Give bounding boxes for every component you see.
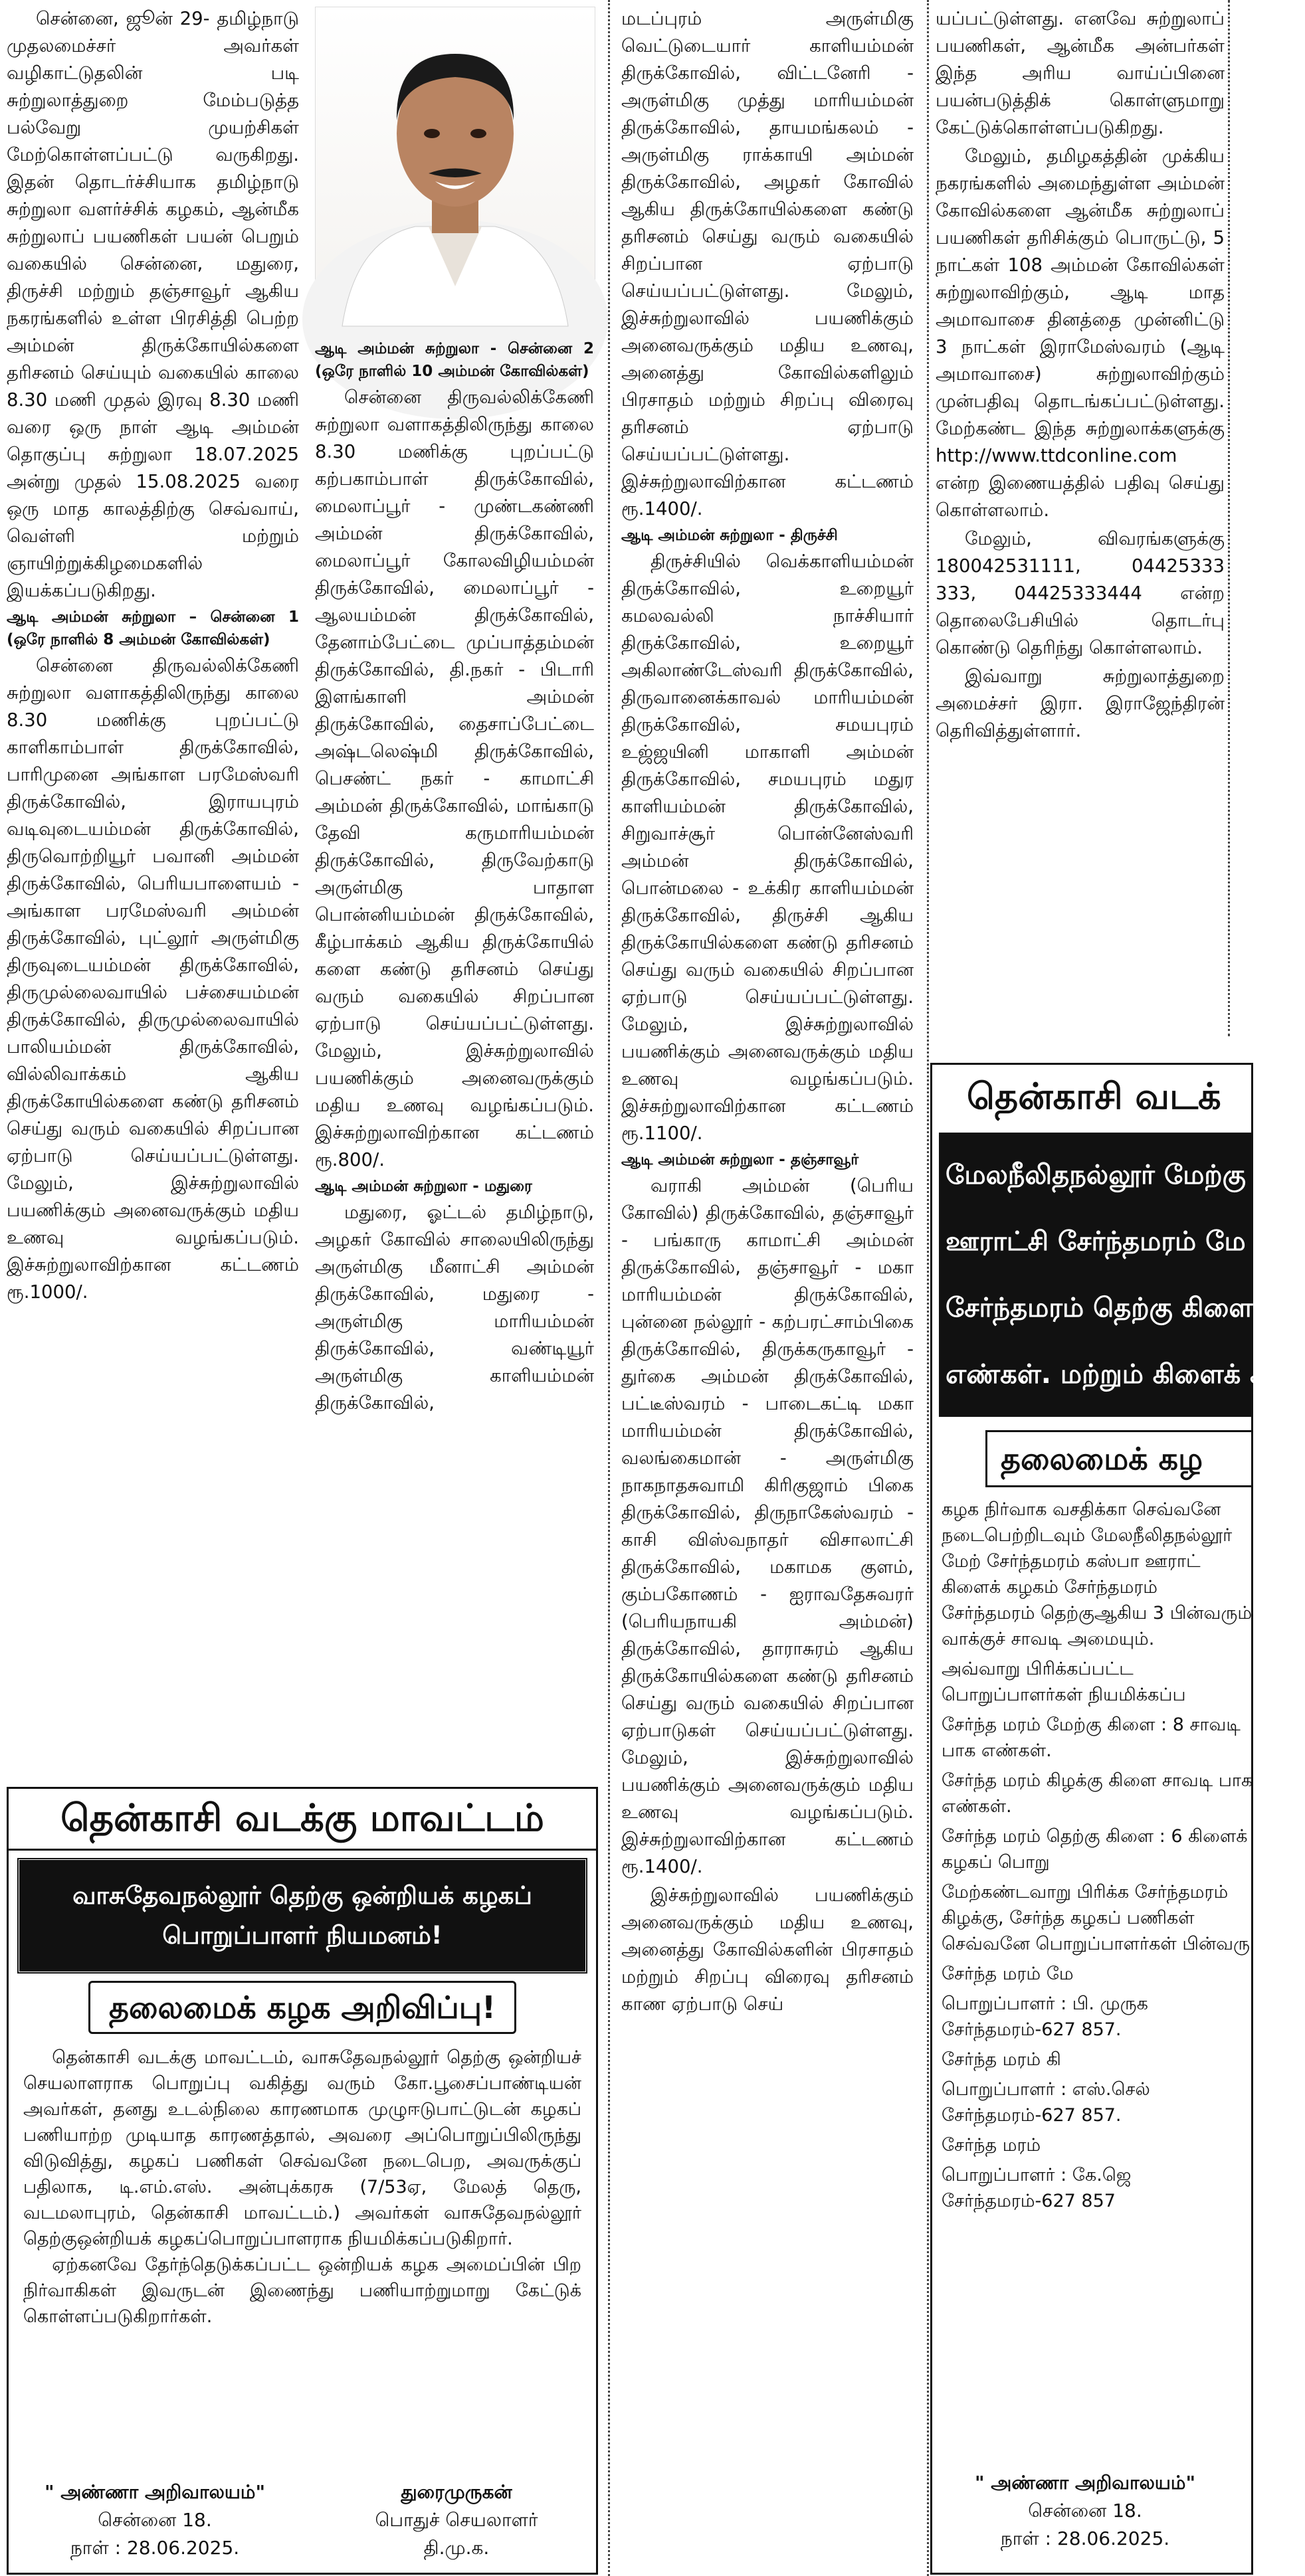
notice-district: தென்காசி வடக்கு மாவட்டம் (9, 1789, 596, 1851)
section-heading: ஆடி அம்மன் சுற்றுலா - சென்னை 2 (ஒரே நாளில் 10 அம்மன் கோவில்கள்) (315, 340, 594, 380)
notice-banner: வாசுதேவநல்லூர் தெற்கு ஒன்றியக் கழகப் பொறுப்பாளர் நியமனம்! (17, 1857, 588, 1974)
notice-line: சேர்ந்த மரம் கிழக்கு கிளை சாவடி பாக எண்கள். (942, 1770, 1253, 1817)
article-column-2 (315, 337, 594, 1418)
notice-line: பொறுப்பாளர் : எஸ்.செல் சேர்ந்தமரம்-627 857. (942, 2079, 1150, 2126)
notice-paragraph: தென்காசி வடக்கு மாவட்டம், வாசுதேவநல்லூர் தெற்கு ஒன்றியச் செயலாளராக பொறுப்பு வகித்து வரும் கோ.பூசைப்பாண்டியன் அவர்கள், தனது உடல்நிலை காரணமாக முழுஈடுபாட்டுடன் கழகப் பணியாற்ற முடியாத காரணத்தால், அவரை அப்பொறுப்பிலிருந்து விடுவித்து, கழகப் பணிகள் செவ்வனே நடைபெற, அவருக்குப் பதிலாக, டி.எம்.எஸ். அன்புக்கரசு (7/53ஏ, மேலத் தெரு, வடமலாபுரம், தென்காசி மாவட்டம்.) அவர்கள் வாசுதேவநல்லூர் தெற்குஒன்றியக் கழகப்பொறுப்பாளராக நியமிக்கப்படுகிறார். (23, 2047, 581, 2249)
notice-line: சேர்ந்த மரம் கி (942, 2049, 1061, 2070)
column-divider (608, 0, 610, 2576)
article-paragraph: இவ்வாறு சுற்றுலாத்துறை அமைச்சர் இரா. இராஜேந்திரன் தெரிவித்துள்ளார். (936, 666, 1225, 741)
signatory-title: பொதுச் செயலாளர் (375, 2509, 538, 2531)
column-divider (1228, 0, 1230, 1036)
article-column-1 (7, 5, 299, 1307)
notice-banner (939, 1133, 1305, 1417)
article-column-3 (621, 5, 914, 2019)
notice-footer (946, 2469, 1225, 2553)
notice-line: பொறுப்பாளர் : பி. முருக சேர்ந்தமரம்-627 857. (942, 1993, 1148, 2040)
notice-district: தென்காசி வடக் (967, 1075, 1221, 1117)
banner-line: சேர்ந்தமரம் தெற்கு கிளைக் (946, 1293, 1270, 1323)
section-heading: ஆடி அம்மன் சுற்றுலா - மதுரை (315, 1178, 532, 1195)
signatory-name: துரைமுருகன் (401, 2481, 512, 2503)
signatory-party: தி.மு.க. (423, 2537, 490, 2559)
article-paragraph: மேலும், தமிழகத்தின் முக்கிய நகரங்களில் அமைந்துள்ள அம்மன் கோவில்களை ஆன்மீக சுற்றுலாப் பயணிகள் தரிசிக்கும் பொருட்டு, 5 நாட்கள் 108 அம்மன் கோவில்கள் சுற்றுலாவிற்கும், ஆடி மாத அமாவாசை தினத்தை முன்னிட்டு 3 நாட்கள் இராமேஸ்வரம் (ஆடி அமாவாசை) சுற்றுலாவிற்கும் முன்பதிவு தொடங்கப்பட்டுள்ளது. மேற்கண்ட இந்த சுற்றுலாக்களுக்கு http://www.ttdconline.com என்ற இணையத்தில் பதிவு செய்து கொள்ளலாம். (936, 145, 1225, 521)
article-paragraph: மடப்புரம் அருள்மிகு வெட்டுடையார் காளியம்மன் திருக்கோவில், விட்டனேரி - அருள்மிகு முத்து மாரியம்மன் திருக்கோவில், தாயமங்கலம் - அருள்மிகு ராக்காயி அம்மன் திருக்கோவில், அழகர் கோவில் ஆகிய திருக்கோயில்களை கண்டு தரிசனம் செய்து வரும் வகையில் சிறப்பான ஏற்பாடு செய்யப்பட்டுள்ளது. மேலும், இச்சுற்றுலாவில் பயணிக்கும் அனைவருக்கும் மதிய உணவு, அனைத்து கோவில்களிலும் பிரசாதம் மற்றும் சிறப்பு விரைவு தரிசனம் ஏற்பாடு செய்யப்பட்டுள்ளது. இச்சுற்றுலாவிற்கான கட்டணம் ரூ.1400/. (621, 8, 914, 519)
party-notice-right (930, 1063, 1305, 2575)
article-paragraph: யப்பட்டுள்ளது. எனவே சுற்றுலாப் பயணிகள், ஆன்மீக அன்பர்கள் இந்த அரிய வாய்ப்பினை பயன்படுத்திக் கொள்ளுமாறு கேட்டுக்கொள்ளப்படுகிறது. (936, 8, 1225, 138)
article-paragraph: சென்னை திருவல்லிக்கேணி சுற்றுலா வளாகத்திலிருந்து காலை 8.30 மணிக்கு புறப்பட்டு காளிகாம்பாள் திருக்கோவில், பாரிமுனை அங்காள பரமேஸ்வரி திருக்கோவில், இராயபுரம் வடிவுடையம்மன் திருக்கோவில், திருவொற்றியூர் பவானி அம்மன் திருக்கோவில், பெரியபாளையம் - அங்காள பரமேஸ்வரி அம்மன் திருக்கோவில், புட்லூர் அருள்மிகு திருவுடையம்மன் திருக்கோவில், திருமுல்லைவாயில் பச்சையம்மன் திருக்கோவில், திருமுல்லைவாயில் பாலியம்மன் திருக்கோவில், வில்லிவாக்கம் ஆகிய திருக்கோயில்களை கண்டு தரிசனம் செய்து வரும் வகையில் சிறப்பான ஏற்பாடு செய்யப்பட்டுள்ளது. மேலும், இச்சுற்றுலாவில் பயணிக்கும் அனைவருக்கும் மதிய உணவு வழங்கப்படும். இச்சுற்றுலாவிற்கான கட்டணம் ரூ.1000/. (7, 655, 299, 1303)
footer-date: நாள் : 28.06.2025. (1000, 2528, 1170, 2549)
article-paragraph: சென்னை திருவல்லிக்கேணி சுற்றுலா வளாகத்திலிருந்து காலை 8.30 மணிக்கு புறப்பட்டு கற்பகாம்பாள் திருக்கோவில், மைலாப்பூர் - முண்டகண்ணி அம்மன் திருக்கோவில், மைலாப்பூர் கோலவிழியம்மன் திருக்கோவில், மைலாப்பூர் - ஆலயம்மன் திருக்கோவில், தேனாம்பேட்டை முப்பாத்தம்மன் திருக்கோவில், தி.நகர் - பிடாரி இளங்காளி அம்மன் திருக்கோவில், தைசாப்பேட்டை அஷ்டலெஷ்மி திருக்கோவில், பெசண்ட் நகர் - காமாட்சி அம்மன் திருக்கோவில், மாங்காடு தேவி கருமாரியம்மன் திருக்கோவில், திருவேற்காடு அருள்மிகு பாதாள பொன்னியம்மன் திருக்கோவில், கீழ்பாக்கம் ஆகிய திருக்கோயில் களை கண்டு தரிசனம் செய்து வரும் வகையில் சிறப்பான ஏற்பாடு செய்யப்பட்டுள்ளது. மேலும், இச்சுற்றுலாவில் பயணிக்கும் அனைவருக்கும் மதிய உணவு வழங்கப்படும். இச்சுற்றுலாவிற்கான கட்டணம் ரூ.800/. (315, 387, 594, 1170)
notice-body (23, 2045, 581, 2330)
notice-line: சேர்ந்த மரம் தெற்கு கிளை : 6 கிளைக் கழகப் பொறு (942, 1826, 1248, 1873)
notice-line: மேற்கண்டவாறு பிரிக்க சேர்ந்தமரம் கிழக்கு, சேர்ந்த கழகப் பணிகள் செவ்வனே பொறுப்பாளர்கள் பின்வரு (942, 1882, 1251, 1954)
notice-line: சேர்ந்த மரம் மேற்கு கிளை : 8 சாவடி பாக எண்கள். (942, 1714, 1241, 1761)
footer-place: " அண்ணா அறிவாலயம்" (44, 2481, 266, 2503)
footer-place: " அண்ணா அறிவாலயம்" (974, 2472, 1196, 2494)
notice-paragraph: ஏற்கனவே தேர்ந்தெடுக்கப்பட்ட ஒன்றியக் கழக அமைப்பின் பிற நிர்வாகிகள் இவருடன் இணைந்து பணியாற்றுமாறு கேட்டுக் கொள்ளப்படுகிறார்கள். (23, 2254, 581, 2327)
article-paragraph: வராகி அம்மன் (பெரிய கோவில்) திருக்கோவில், தஞ்சாவூர் - பங்காரு காமாட்சி அம்மன் திருக்கோவில், தஞ்சாவூர் - மகா மாரியம்மன் திருக்கோவில், புன்னை நல்லூர் - கற்பரட்சாம்பிகை திருக்கோவில், திருக்கருகாவூர் - துர்கை அம்மன் திருக்கோவில், பட்டீஸ்வரம் - பாடைகட்டி மகா மாரியம்மன் திருக்கோவில், வலங்கைமான் - அருள்மிகு நாகநாதசுவாமி கிரிகுஜாம் பிகை திருக்கோவில், திருநாகேஸ்வரம் - காசி விஸ்வநாதர் விசாலாட்சி திருக்கோவில், மகாமக குளம், கும்பகோணம் - ஐராவதேசுவரர் (பெரியநாயகி அம்மன்) திருக்கோவில், தாராசுரம் ஆகிய திருக்கோயில்களை கண்டு தரிசனம் செய்து வரும் வகையில் சிறப்பான ஏற்பாடுகள் செய்யப்பட்டுள்ளது. மேலும், இச்சுற்றுலாவில் பயணிக்கும் அனைவருக்கும் மதிய உணவு வழங்கப்படும். இச்சுற்றுலாவிற்கான கட்டணம் ரூ.1400/. (621, 1175, 914, 1877)
section-heading: ஆடி அம்மன் சுற்றுலா – சென்னை 1 (ஒரே நாளில் 8 அம்மன் கோவில்கள்) (7, 608, 299, 648)
notice-subtitle: தலைமைக் கழ (985, 1430, 1251, 1487)
footer-city: சென்னை 18. (98, 2509, 212, 2531)
notice-line: பொறுப்பாளர் : கே.ஜெ சேர்ந்தமரம்-627 857 (942, 2165, 1132, 2211)
portrait-photo (315, 7, 595, 327)
notice-line: சேர்ந்த மரம் மே (942, 1964, 1074, 1984)
notice-footer (29, 2478, 576, 2562)
party-notice-left (7, 1787, 598, 2575)
article-paragraph: மேலும், விவரங்களுக்கு 180042531111, 04425333 333, 04425333444 என்ற தொலைபேசியில் தொடர்பு கொண்டு தெரிந்து கொள்ளலாம். (936, 528, 1225, 658)
person-photo-icon (316, 7, 595, 326)
banner-line: ஊராட்சி சேர்ந்தமரம் மே (946, 1226, 1246, 1257)
column-divider (927, 0, 929, 2576)
notice-subtitle: தலைமைக் கழக அறிவிப்பு! (88, 1981, 516, 2034)
article-paragraph: மதுரை, ஓட்டல் தமிழ்நாடு, அழகர் கோவில் சாலையிலிருந்து அருள்மிகு மீனாட்சி அம்மன் திருக்கோவில், மதுரை - அருள்மிகு மாரியம்மன் திருக்கோவில், வண்டியூர் அருள்மிகு காளியம்மன் திருக்கோவில், (315, 1202, 594, 1414)
footer-city: சென்னை 18. (1028, 2500, 1142, 2522)
notice-line: அவ்வாறு பிரிக்கப்பட்ட பொறுப்பாளர்கள் நியமிக்கப்ப (942, 1659, 1186, 1705)
section-heading: ஆடி அம்மன் சுற்றுலா - தஞ்சாவூர் (621, 1151, 859, 1168)
article-paragraph: சென்னை, ஜூன் 29- தமிழ்நாடு முதலமைச்சர் அவர்கள் வழிகாட்டுதலின் படி சுற்றுலாத்துறை மேம்படுத்த பல்வேறு முயற்சிகள் மேற்கொள்ளப்பட்டு வருகிறது. இதன் தொடர்ச்சியாக தமிழ்நாடு சுற்றுலா வளர்ச்சிக் கழகம், ஆன்மீக சுற்றுலாப் பயணிகள் பயன் பெறும் வகையில் சென்னை, மதுரை, திருச்சி மற்றும் தஞ்சாவூர் ஆகிய நகரங்களில் உள்ள பிரசித்தி பெற்ற அம்மன் திருக்கோயில்களை தரிசனம் செய்யும் வகையில் காலை 8.30 மணி முதல் இரவு 8.30 மணி வரை ஒரு நாள் ஆடி அம்மன் தொகுப்பு சுற்றுலா 18.07.2025 அன்று முதல் 15.08.2025 வரை ஒரு மாத காலத்திற்கு செவ்வாய், வெள்ளி மற்றும் ஞாயிற்றுக்கிழமைகளில் இயக்கப்படுகிறது. (7, 8, 299, 601)
notice-line: கழக நிர்வாக வசதிக்கா செவ்வனே நடைபெற்றிடவும் மேலநீலிதநல்லூர் மேற் சேர்ந்தமரம் கஸ்பா ஊராட் கிளைக் கழகம் சேர்ந்தமரம் சேர்ந்தமரம் தெற்குஆகிய 3 பின்வரும் வாக்குச் சாவடி அமையும். (942, 1499, 1253, 1649)
notice-line: சேர்ந்த மரம் (942, 2135, 1041, 2156)
footer-date: நாள் : 28.06.2025. (70, 2537, 240, 2559)
notice-body (942, 1497, 1251, 2214)
article-paragraph: திருச்சியில் வெக்காளியம்மன் திருக்கோவில், உறையூர் கமலவல்லி நாச்சியார் திருக்கோவில், உறையூர் அகிலாண்டேஸ்வரி திருக்கோவில், திருவானைக்காவல் மாரியம்மன் திருக்கோவில், சமயபுரம் உஜ்ஜயினி மாகாளி அம்மன் திருக்கோவில், சமயபுரம் மதுர காளியம்மன் திருக்கோவில், சிறுவாச்சூர் பொன்னேஸ்வரி அம்மன் திருக்கோவில், பொன்மலை - உக்கிர காளியம்மன் திருக்கோவில், திருச்சி ஆகிய திருக்கோயில்களை கண்டு தரிசனம் செய்து வரும் வகையில் சிறப்பான ஏற்பாடு செய்யப்பட்டுள்ளது. மேலும், இச்சுற்றுலாவில் பயணிக்கும் அனைவருக்கும் மதிய உணவு வழங்கப்படும். இச்சுற்றுலாவிற்கான கட்டணம் ரூ.1100/. (621, 551, 914, 1144)
banner-line: எண்கள். மற்றும் கிளைக் கழக (946, 1359, 1305, 1390)
article-column-4 (936, 5, 1225, 746)
banner-line: மேலநீலிதநல்லூர் மேற்கு ஒ (946, 1160, 1278, 1190)
article-paragraph: இச்சுற்றுலாவில் பயணிக்கும் அனைவருக்கும் மதிய உணவு, அனைத்து கோவில்களின் பிரசாதம் மற்றும் சிறப்பு விரைவு தரிசனம் காண ஏற்பாடு செய் (621, 1885, 914, 2015)
section-heading: ஆடி அம்மன் சுற்றுலா - திருச்சி (621, 527, 838, 544)
